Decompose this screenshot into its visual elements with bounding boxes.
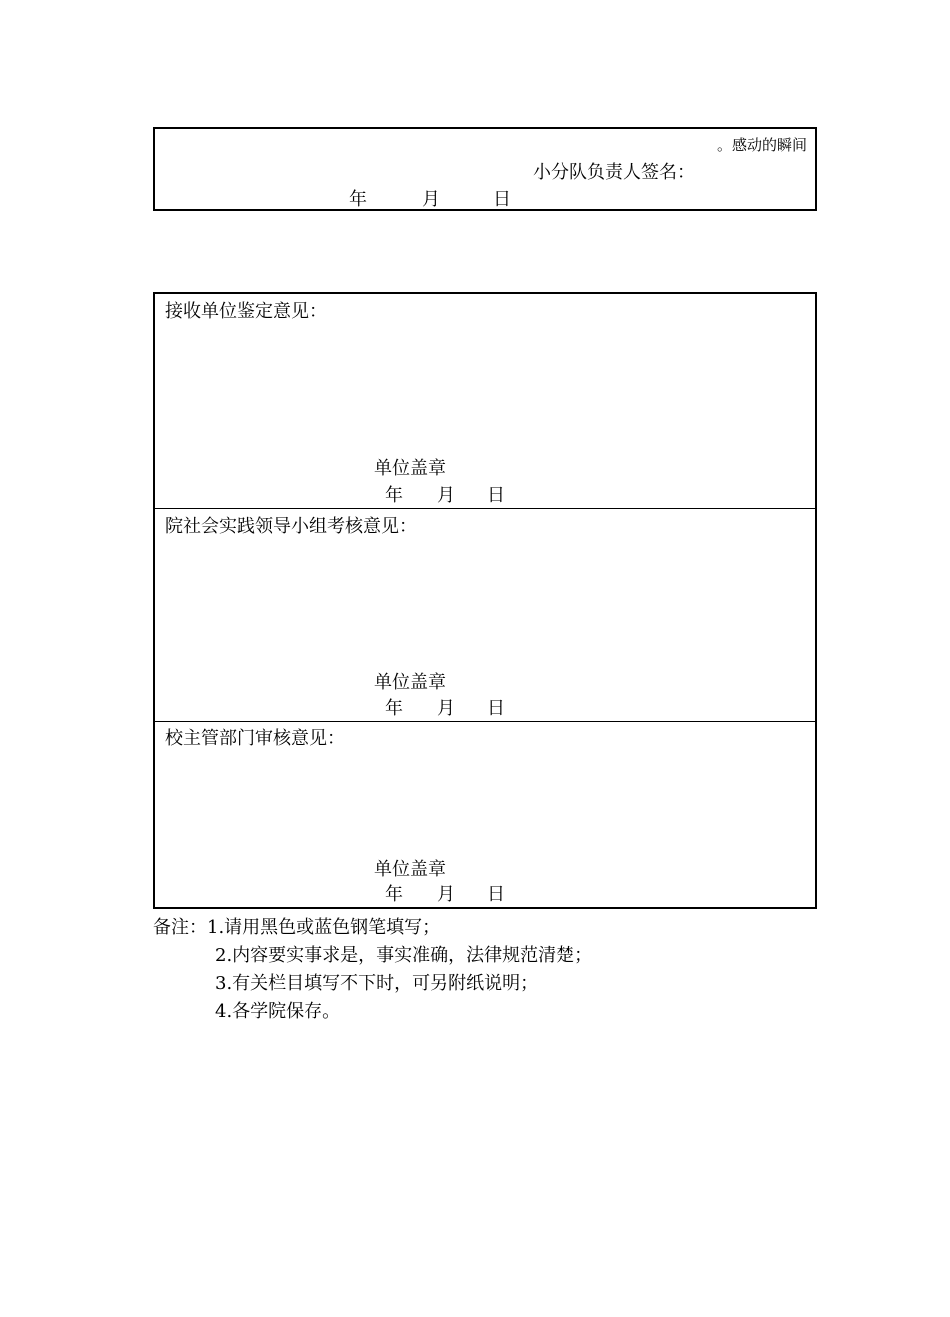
review-table — [153, 292, 817, 909]
date-day: 日 — [493, 189, 511, 210]
unit-stamp-label: 单位盖章 — [374, 458, 446, 479]
note-item: 1.请用黑色或蓝色钢笔填写； — [207, 917, 441, 938]
leader-signature-box — [153, 127, 817, 211]
unit-stamp-label: 单位盖章 — [374, 672, 446, 693]
college-review-section — [155, 509, 815, 721]
note-item: 2.内容要实事求是，事实准确，法律规范清楚； — [215, 945, 593, 966]
date-month: 月 — [437, 884, 455, 905]
date-month: 月 — [422, 189, 440, 210]
date-year: 年 — [385, 884, 403, 905]
note-row — [153, 970, 592, 998]
notes-block — [153, 914, 592, 1026]
note-row — [153, 914, 592, 942]
note-row — [153, 942, 592, 970]
date-month: 月 — [437, 485, 455, 506]
note-row — [153, 998, 592, 1026]
section-title: 校主管部门审核意见： — [165, 728, 345, 749]
receiving-unit-section — [155, 294, 815, 508]
date-year: 年 — [349, 189, 367, 210]
date-year: 年 — [385, 485, 403, 506]
note-item: 3.有关栏目填写不下时，可另附纸说明； — [215, 973, 539, 994]
notes-label: 备注： — [153, 917, 207, 938]
date-day: 日 — [487, 485, 505, 506]
date-month: 月 — [437, 698, 455, 719]
note-item: 4.各学院保存。 — [215, 1001, 341, 1022]
university-review-section — [155, 722, 815, 907]
unit-stamp-label: 单位盖章 — [374, 859, 446, 880]
date-day: 日 — [487, 698, 505, 719]
date-day: 日 — [487, 884, 505, 905]
moment-text: 。感动的瞬间 — [716, 136, 807, 154]
section-title: 院社会实践领导小组考核意见： — [165, 516, 417, 537]
date-year: 年 — [385, 698, 403, 719]
leader-sign-label: 小分队负责人签名： — [533, 162, 695, 183]
section-title: 接收单位鉴定意见： — [165, 301, 327, 322]
